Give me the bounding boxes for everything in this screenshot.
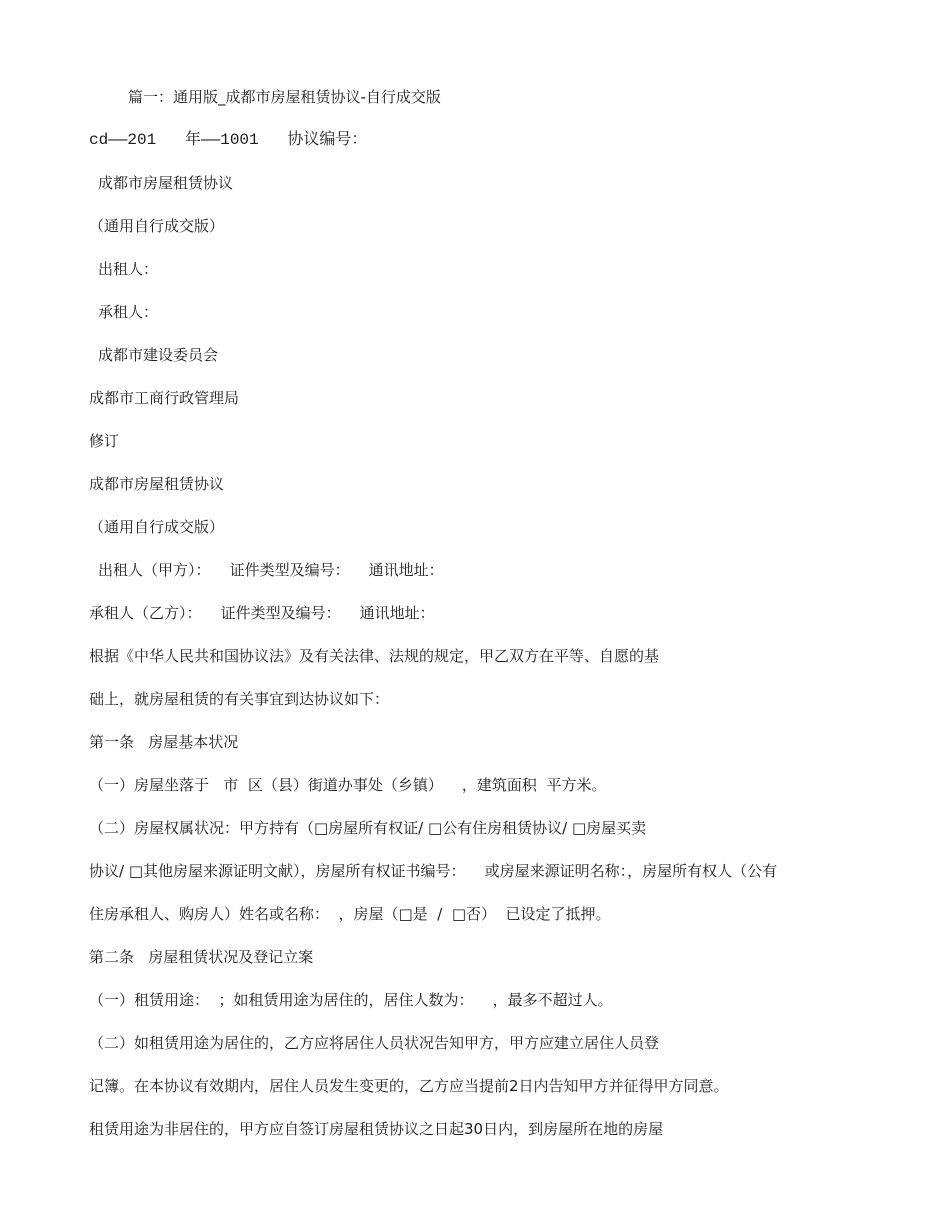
cover-issuer-construction: 成都市建设委员会 — [98, 346, 219, 364]
article-1-heading: 第一条 房屋基本状况 — [89, 733, 239, 751]
article-1-clause-2-line-1: （二）房屋权属状况：甲方持有（□房屋所有权证/ □公有住房租赁协议/ □房屋买卖 — [89, 819, 647, 837]
article-2-clause-1: （一）租赁用途： ；如租赁用途为居住的，居住人数为： ，最多不超过人。 — [89, 991, 613, 1009]
intro-paragraph-line-1: 根据《中华人民共和国协议法》及有关法律、法规的规定，甲乙双方在平等、自愿的基 — [89, 647, 660, 665]
article-2-clause-2-line-2: 记簿。在本协议有效期内，居住人员发生变更的，乙方应当提前2日内告知甲方并征得甲方同意。 — [89, 1077, 729, 1095]
cover-lessee: 承租人： — [98, 303, 159, 321]
cover-edition: （通用自行成交版） — [89, 217, 225, 235]
cover-lessor: 出租人： — [98, 260, 159, 278]
article-2-heading: 第二条 房屋租赁状况及登记立案 — [89, 948, 314, 966]
party-a-line: 出租人（甲方）： 证件类型及编号： 通讯地址： — [98, 561, 444, 579]
article-1-clause-2-line-2: 协议/ □其他房屋来源证明文献），房屋所有权证书编号： 或房屋来源证明名称：，房屋所有权人（公有 — [89, 862, 778, 880]
article-2-clause-3: 租赁用途为非居住的，甲方应自签订房屋租赁协议之日起30日内，到房屋所在地的房屋 — [89, 1120, 664, 1138]
body-edition: （通用自行成交版） — [89, 518, 225, 536]
cover-title: 成都市房屋租赁协议 — [98, 174, 234, 192]
article-2-clause-2-line-1: （二）如租赁用途为居住的，乙方应将居住人员状况告知甲方，甲方应建立居住人员登 — [89, 1034, 660, 1052]
cover-issuer-commerce: 成都市工商行政管理局 — [89, 389, 240, 407]
article-1-clause-2-line-3: 住房承租人、购房人）姓名或名称： ，房屋（□是 / □否） 已设定了抵押。 — [89, 905, 611, 923]
party-b-line: 承租人（乙方）： 证件类型及编号： 通讯地址： — [89, 604, 435, 622]
body-title: 成都市房屋租赁协议 — [89, 475, 225, 493]
article-1-clause-1: （一）房屋坐落于 市 区（县）街道办事处（乡镇） ，建筑面积 平方米。 — [89, 776, 607, 794]
intro-paragraph-line-2: 础上，就房屋租赁的有关事宜到达协议如下： — [89, 690, 390, 708]
cover-revised: 修订 — [89, 432, 120, 450]
contract-number-line: cd——201 年——1001 协议编号： — [89, 131, 368, 149]
doc-title: 篇一：通用版_成都市房屋租赁协议-自行成交版 — [128, 88, 441, 106]
